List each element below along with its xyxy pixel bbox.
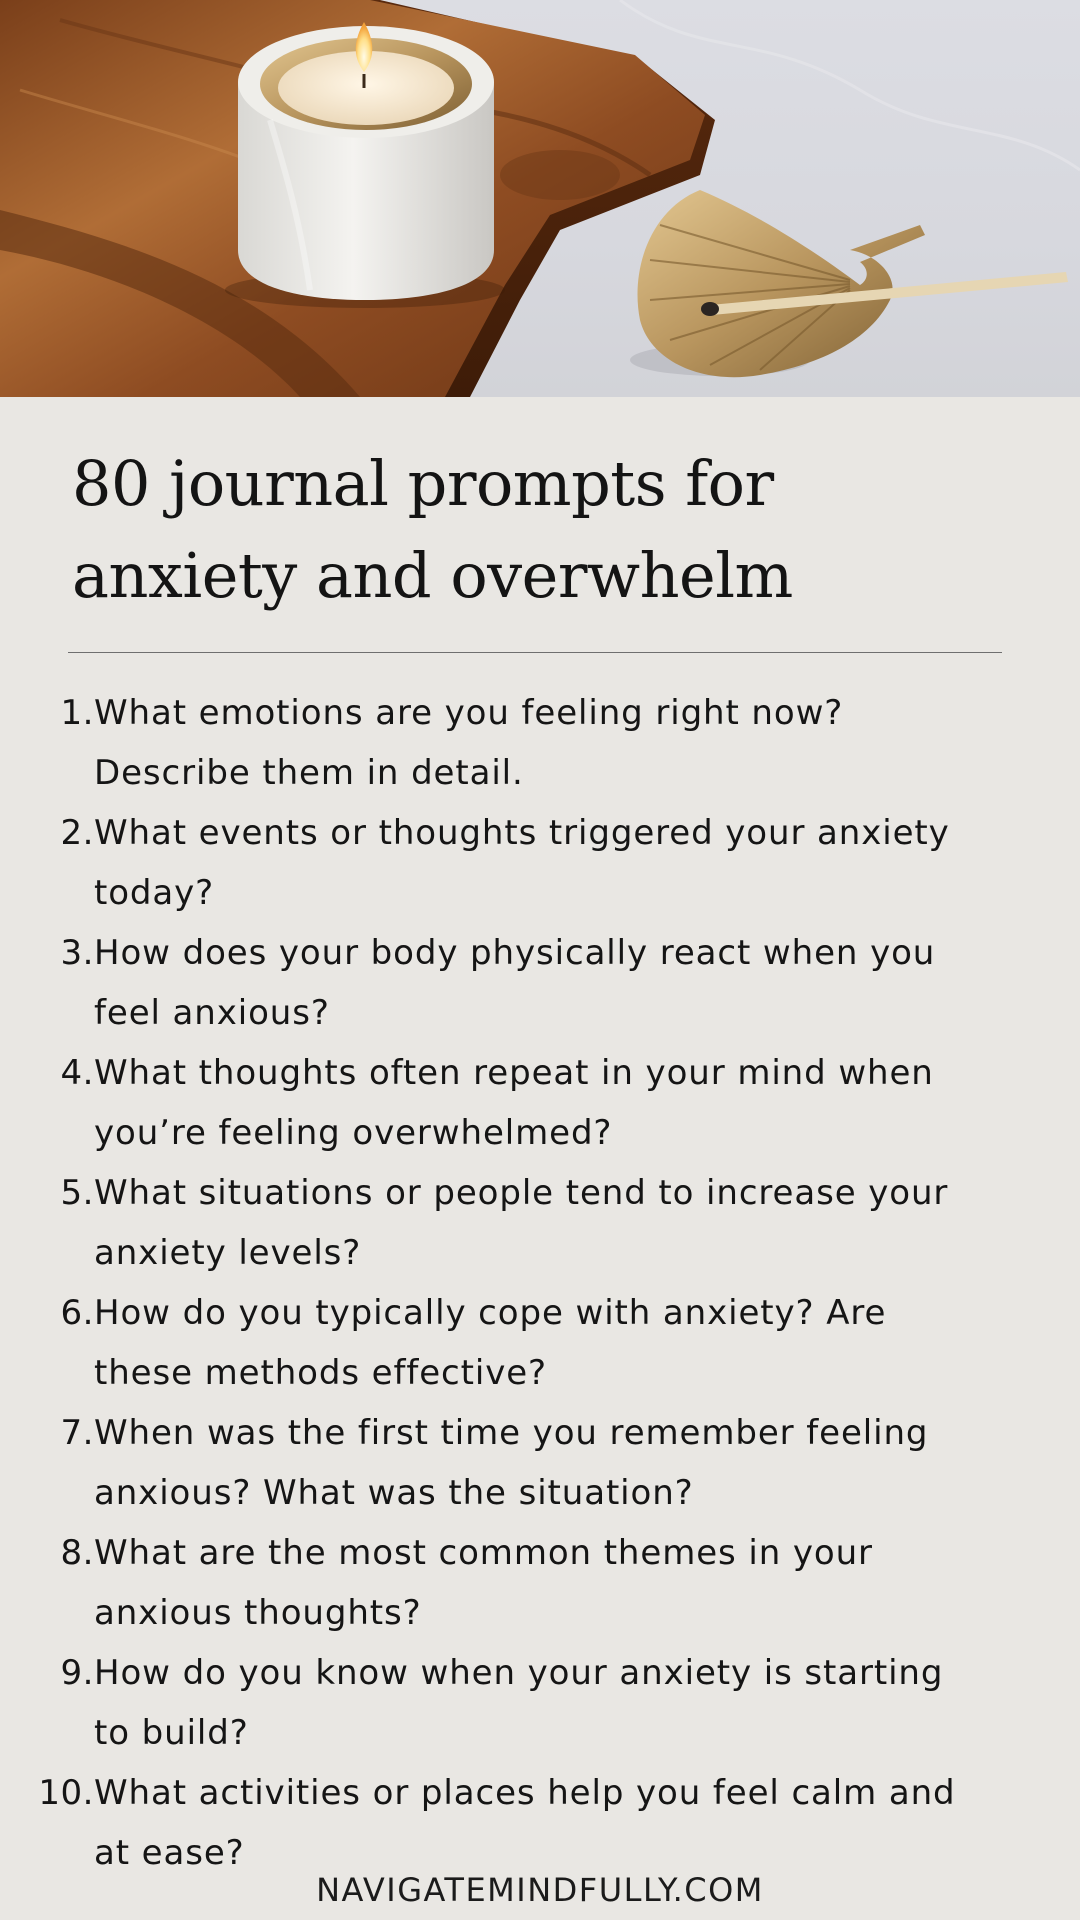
header-photo [0,0,1080,397]
prompt-number: 5. [60,1173,94,1213]
prompt-text-line: anxiety levels? [94,1233,362,1273]
prompt-text-line: How does your body physically react when you [94,933,936,973]
title-divider [68,652,1002,653]
prompt-text-line: at ease? [94,1833,245,1873]
title-line-2: anxiety and overwhelm [72,539,793,612]
prompt-text-line: When was the first time you remember feeling [94,1413,929,1453]
prompt-text-line: What are the most common themes in your [94,1533,873,1573]
prompt-text-line: What activities or places help you feel calm and [94,1773,956,1813]
prompt-text-line: feel anxious? [94,993,330,1033]
prompt-text-line: to build? [94,1713,249,1753]
candle-image [225,22,505,308]
ginkgo-leaf-dish-image [630,190,925,377]
prompt-number: 9. [60,1653,94,1693]
prompt-text [94,1763,1034,1883]
list-item [0,1523,1080,1643]
prompt-number: 8. [60,1533,94,1573]
list-item [0,803,1080,923]
list-item [0,1043,1080,1163]
list-item [0,1763,1080,1883]
list-item [0,1283,1080,1403]
prompt-text [94,683,1034,803]
prompt-list [0,683,1080,1883]
prompt-text [94,1403,1034,1523]
prompt-number: 2. [60,813,94,853]
prompt-text [94,1163,1034,1283]
prompt-text-line: these methods effective? [94,1353,547,1393]
prompt-number: 1. [60,693,94,733]
prompt-text [94,1043,1034,1163]
prompt-text-line: What thoughts often repeat in your mind when [94,1053,934,1093]
list-item [0,1163,1080,1283]
title-line-1: 80 journal prompts for [72,447,774,520]
prompt-text-line: Describe them in detail. [94,753,524,793]
prompt-text-line: How do you typically cope with anxiety? Are [94,1293,887,1333]
prompt-text-line: What events or thoughts triggered your anxiety [94,813,950,853]
prompt-text-line: anxious? What was the situation? [94,1473,694,1513]
prompt-text [94,1283,1034,1403]
prompt-text [94,1523,1034,1643]
prompt-text-line: How do you know when your anxiety is starting [94,1653,944,1693]
candle-scene [0,0,1080,397]
prompt-text-line: today? [94,873,215,913]
website-footer: NAVIGATEMINDFULLY.COM [316,1871,764,1909]
list-item [0,923,1080,1043]
list-item [0,1403,1080,1523]
prompt-number: 10. [38,1773,94,1813]
prompt-number: 7. [60,1413,94,1453]
prompt-text-line: you’re feeling overwhelmed? [94,1113,613,1153]
prompt-text-line: anxious thoughts? [94,1593,422,1633]
prompt-text-line: What situations or people tend to increase your [94,1173,949,1213]
prompt-text [94,923,1034,1043]
page-title [72,438,1032,622]
prompt-text [94,1643,1034,1763]
prompt-text [94,803,1034,923]
list-item [0,683,1080,803]
list-item [0,1643,1080,1763]
prompt-text-line: What emotions are you feeling right now? [94,693,844,733]
prompt-number: 6. [60,1293,94,1333]
prompt-number: 4. [60,1053,94,1093]
prompt-number: 3. [60,933,94,973]
